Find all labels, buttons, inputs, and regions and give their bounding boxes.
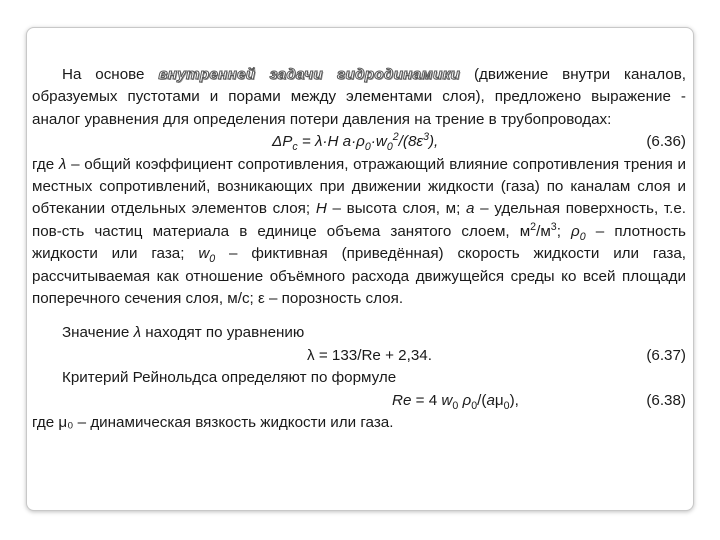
symbol-lambda-2: λ (133, 324, 142, 342)
equation-6-38-number: (6.38) (646, 391, 686, 409)
intro-text-start: На основе (62, 66, 159, 83)
def-text-8: – фиктивная (приведённая) скорость жидкости или газа, рассчитываемая как отношение объёмного расхода движущейся среды ко всей площади поперечного сечения слоя, м/с; ε – порозность слоя. (32, 245, 686, 308)
lambda-line-prefix: Значение (62, 324, 134, 342)
exp-3: 3 (550, 220, 557, 233)
def-text-1: где (32, 155, 59, 173)
lambda-intro-line (32, 322, 686, 344)
definitions-paragraph (32, 154, 686, 311)
document-body (32, 64, 686, 434)
equation-6-36-number: (6.36) (646, 133, 686, 151)
mu-definition-line: где μ₀ – динамическая вязкость жидкости или газа. (32, 414, 394, 432)
exp-2: 2 (530, 220, 537, 233)
intro-paragraph (32, 64, 686, 131)
symbol-rho0: $\rho_0$ (571, 222, 586, 243)
def-text-3: – высота слоя, м; (326, 200, 467, 218)
equation-6-36-formula: $\Delta P_c = \lambda\cdot H$ $a\cdot\rho_0\cdot w_0^2/(8\varepsilon^3)$, (272, 131, 439, 154)
equation-6-37 (32, 345, 686, 367)
def-text-4: – удельная поверхность, т.е. пов-сть частиц материала в единице объема занятого слоем, м (32, 200, 687, 240)
reynolds-intro-line: Критерий Рейнольдса определяют по формуле (62, 369, 397, 387)
highlighted-term: внутренней задачи гидродинамики (158, 66, 461, 83)
symbol-w0: $w_0$ (198, 245, 216, 266)
equation-6-36 (32, 131, 686, 153)
def-text-6: ; (556, 222, 572, 240)
def-text-2: – общий коэффициент сопротивления, отражающий влияние сопротивления трения и местных сопротивлений, возникающих при движении жидкости (газа) по каналам слоя и обтекании отдельных элементов слоя; (32, 155, 686, 218)
def-text-5: /м (536, 222, 551, 240)
symbol-lambda: λ (58, 155, 67, 173)
symbol-h: H (315, 200, 327, 218)
symbol-a: a (466, 200, 475, 218)
equation-6-37-formula: λ = 133/Re + 2,34. (307, 346, 432, 364)
equation-6-37-number: (6.37) (646, 346, 686, 364)
intro-text-end: (движение внутри каналов, образуемых пустотами и порами между элементами слоя), предложено выражение - аналог уравнения для определения потери давления на трение в трубопроводах: (32, 66, 686, 128)
equation-6-38 (32, 390, 686, 412)
def-text-7: – плотность жидкости или газа; (32, 222, 686, 263)
lambda-line-suffix: находят по уравнению (141, 324, 305, 342)
equation-6-38-formula: Re = 4 $w_0$ $\rho_0/(a\mu_0)$, (392, 391, 519, 412)
